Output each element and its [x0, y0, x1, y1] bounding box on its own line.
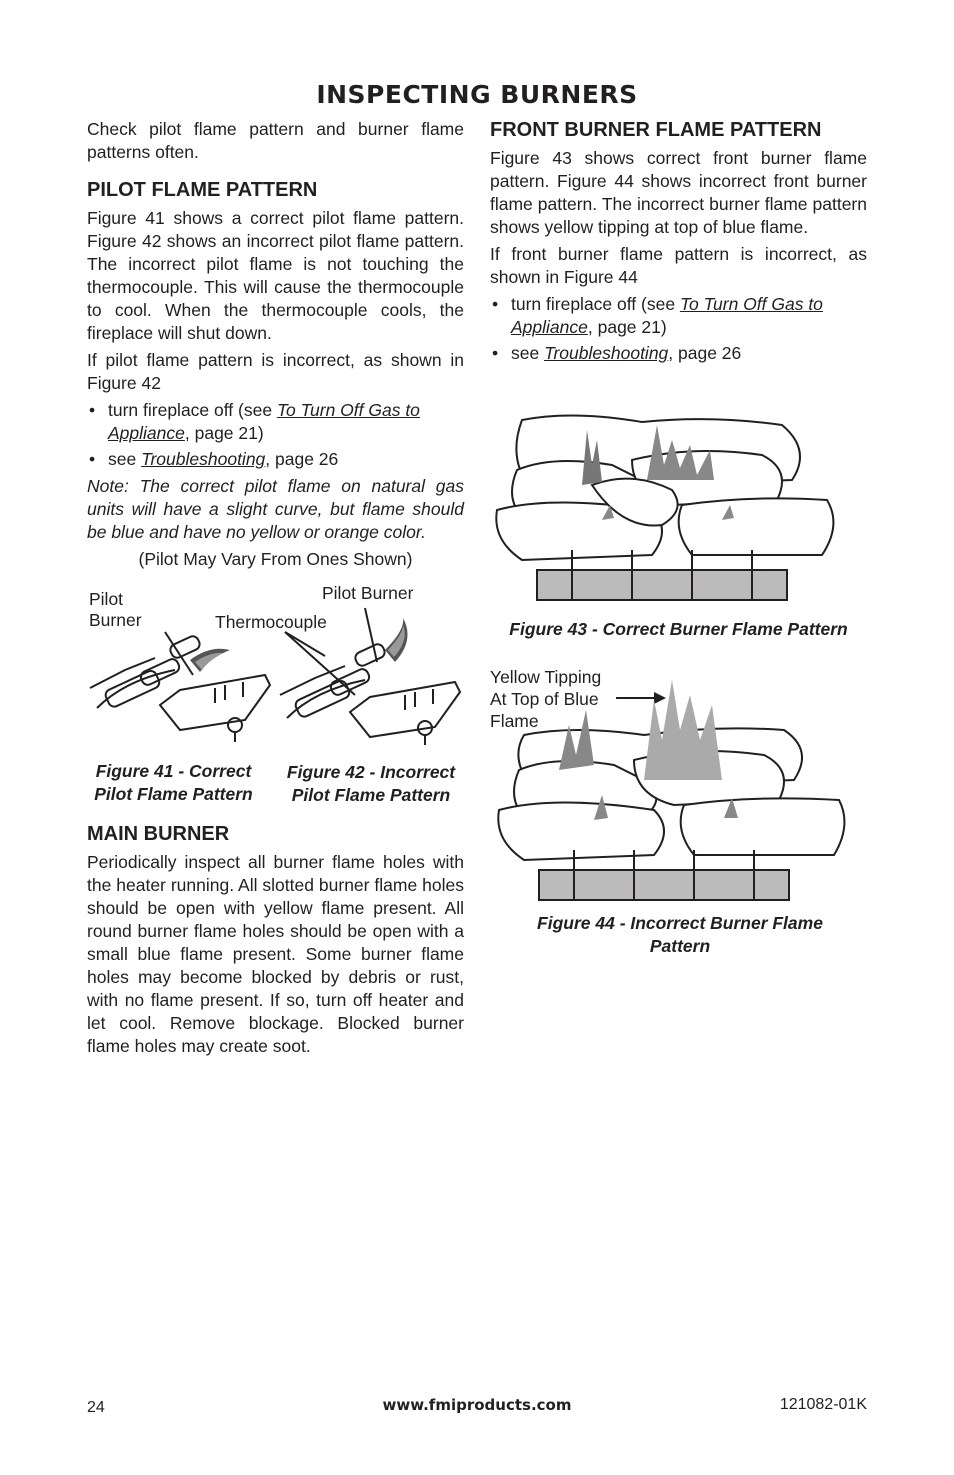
main-burner-heading: MAIN BURNER — [87, 823, 230, 845]
bullet-turn-off — [87, 399, 464, 445]
label-yellow-tipping: Yellow Tipping At Top of Blue Flame — [490, 667, 602, 731]
label-thermocouple: Thermocouple — [215, 612, 327, 632]
pilot-vary-note: (Pilot May Vary From Ones Shown) — [138, 549, 413, 569]
bullet-troubleshooting — [87, 448, 464, 471]
link-troubleshooting[interactable]: Troubleshooting — [544, 343, 669, 363]
pilot-flame-paragraph: Figure 41 shows a correct pilot flame pattern. Figure 42 shows an incorrect pilot flame pattern. The incorrect pilot flame is not touching the thermocouple. This will cause the thermocouple to cool. When the thermocouple cools, the fireplace will shut down. — [87, 208, 464, 343]
main-burner-paragraph: Periodically inspect all burner flame holes with the heater running. All slotted burner flame holes should be open with yellow flame present. All round burner flame holes should be open with a small blue flame present. Some burner flame holes may become blocked by debris or rust, with no flame present. If so, turn off heater and let cool. Remove blockage. Blocked burner flame holes may create soot. — [87, 852, 464, 1056]
front-bullets — [490, 293, 867, 365]
bullet-troubleshooting — [490, 342, 867, 365]
figure-43-logs-illustration — [492, 410, 847, 610]
front-burner-paragraph: Figure 43 shows correct front burner flame pattern. Figure 44 shows incorrect front burner flame pattern. The incorrect burner flame pattern shows yellow tipping at top of blue flame. — [490, 148, 867, 237]
pilot-flame-heading: PILOT FLAME PATTERN — [87, 179, 318, 201]
bullet-text: , page 21) — [184, 423, 264, 443]
document-number: 121082-01K — [779, 1396, 867, 1413]
left-column — [87, 118, 464, 571]
pilot-note: Note: The correct pilot flame on natural gas units will have a slight curve, but flame should be blue and have no yellow or orange color. — [87, 476, 464, 542]
figure-42-caption: Figure 42 - Incorrect Pilot Flame Pattern — [286, 762, 456, 805]
page-title: INSPECTING BURNERS — [316, 80, 638, 109]
front-if-paragraph: If front burner flame pattern is incorrect, as shown in Figure 44 — [490, 244, 867, 287]
bullet-text: turn fireplace off (see — [108, 400, 277, 420]
front-burner-heading: FRONT BURNER FLAME PATTERN — [490, 119, 822, 141]
figure-41-caption: Figure 41 - Correct Pilot Flame Pattern — [94, 761, 253, 804]
bullet-text: , page 26 — [265, 449, 339, 469]
bullet-text: see — [108, 449, 142, 469]
link-turn-off-gas[interactable]: To Turn Off Gas to Appliance — [108, 400, 420, 443]
bullet-turn-off — [490, 293, 867, 339]
pilot-figures-illustration — [85, 600, 470, 750]
bullet-text: see — [511, 343, 545, 363]
right-column — [490, 104, 867, 369]
website-link[interactable]: www.fmiproducts.com — [382, 1396, 572, 1414]
bullet-text: turn fireplace off (see — [511, 294, 680, 314]
label-pilot-burner-right: Pilot Burner — [322, 583, 414, 603]
main-burner-section — [87, 808, 464, 1062]
page-number: 24 — [87, 1399, 105, 1416]
pilot-if-paragraph: If pilot flame pattern is incorrect, as shown in Figure 42 — [87, 350, 464, 393]
bullet-text: , page 26 — [668, 343, 742, 363]
figure-44-logs-illustration — [494, 670, 854, 905]
figure-43-caption: Figure 43 - Correct Burner Flame Pattern — [509, 619, 848, 639]
link-troubleshooting[interactable]: Troubleshooting — [141, 449, 266, 469]
link-turn-off-gas[interactable]: To Turn Off Gas to Appliance — [511, 294, 823, 337]
pilot-bullets — [87, 399, 464, 471]
label-pilot-burner-left: Pilot Burner — [89, 589, 142, 630]
bullet-text: , page 21) — [587, 317, 667, 337]
intro-paragraph: Check pilot flame pattern and burner flame patterns often. — [87, 119, 464, 162]
figure-44-caption: Figure 44 - Incorrect Burner Flame Pattern — [537, 913, 823, 956]
